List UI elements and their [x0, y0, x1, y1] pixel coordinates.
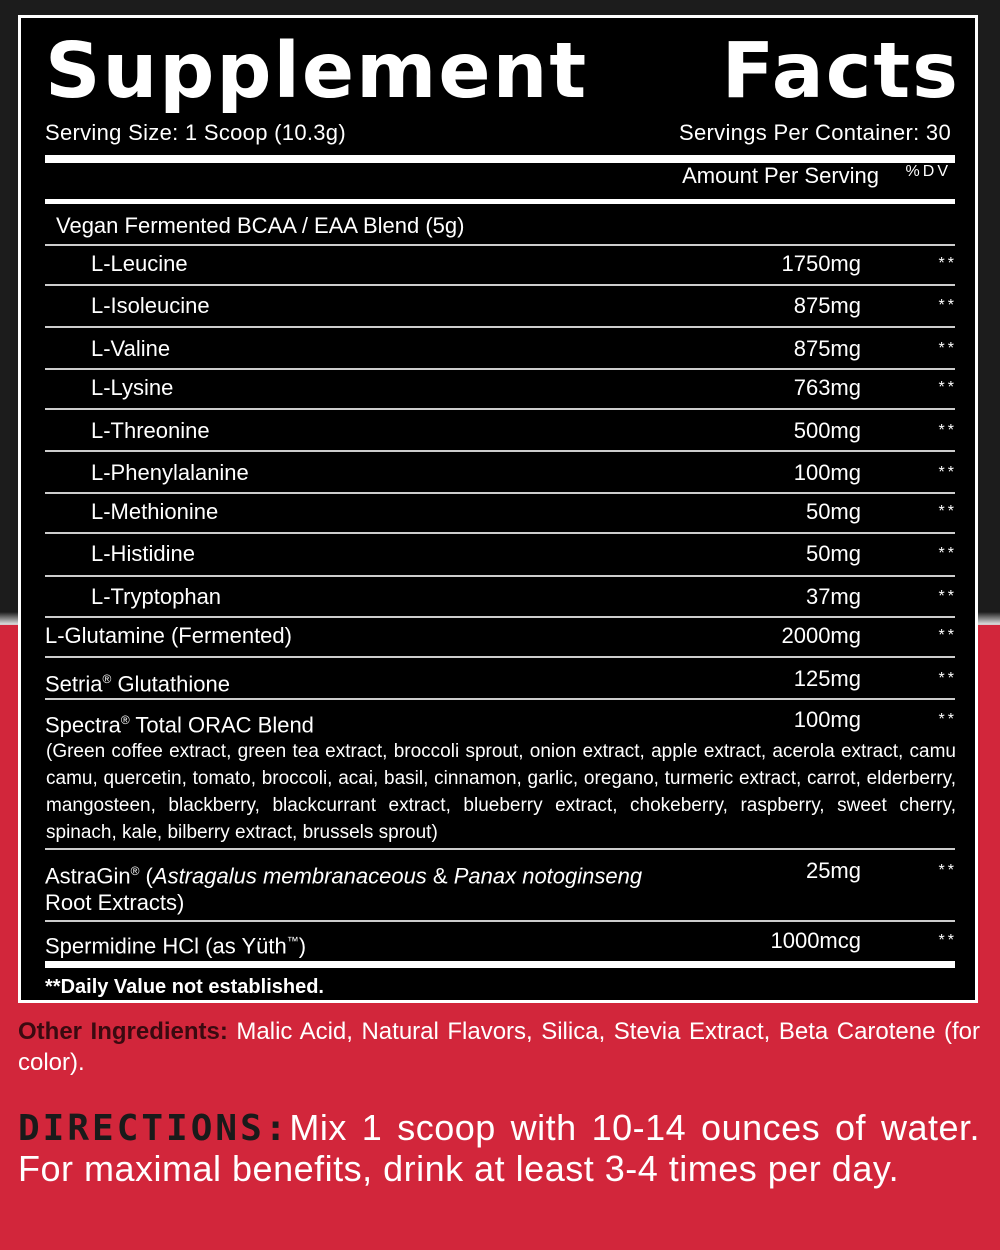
ingredient-name-line2: Root Extracts) [45, 890, 185, 915]
ingredient-dv: ** [938, 932, 957, 949]
ingredient-amount: 763mg [793, 375, 861, 400]
ingredient-dv: ** [938, 297, 957, 314]
row-divider [45, 848, 955, 850]
directions-text: Mix 1 scoop with 10-14 ounces of water. For maximal benefits, drink at least 3-4 times per day. [18, 1107, 980, 1189]
row-divider [45, 284, 955, 286]
thick-divider [45, 155, 955, 163]
ingredient-amount: 25mg [805, 858, 861, 883]
ingredient-name: L-Isoleucine [91, 293, 210, 318]
ingredient-amount: 1750mg [781, 251, 861, 276]
orac-blend-description: (Green coffee extract, green tea extract, broccoli sprout, onion extract, apple extract, acerola extract, camu camu, quercetin, tomato, broccoli, acai, basil, cinnamon, garlic, oregano, turmeric extract, carrot, elderberry, mangosteen, blackberry, blackcurrant extract, blueberry extract, chokeberry, raspberry, sweet cherry, spinach, kale, bilberry extract, brussels sprout) [46, 741, 956, 843]
ingredient-dv: ** [938, 464, 957, 481]
ingredient-name: L-Leucine [91, 251, 188, 276]
ingredient-dv: ** [938, 545, 957, 562]
ingredient-amount: 50mg [805, 541, 861, 566]
row-divider [45, 368, 955, 370]
ingredient-dv: ** [938, 340, 957, 357]
other-ingredients-label: Other Ingredients: [18, 1018, 228, 1045]
other-ingredients [18, 1016, 980, 1078]
ingredient-amount: 100mg [793, 707, 861, 732]
ingredient-name: L-Methionine [91, 499, 219, 524]
thick-divider-bottom [45, 961, 955, 968]
ingredient-amount: 500mg [793, 418, 861, 443]
ingredient-name: L-Phenylalanine [91, 460, 249, 485]
ingredient-dv: ** [938, 862, 957, 879]
supplement-facts-panel [18, 15, 978, 1003]
servings-per-container: Servings Per Container: 30 [679, 120, 951, 145]
ingredient-name: AstraGin® (Astragalus membranaceous & Panax notoginseng [45, 863, 643, 889]
ingredient-name: Spectra® Total ORAC Blend [45, 712, 314, 738]
ingredient-amount: 1000mcg [770, 928, 861, 953]
row-divider [45, 532, 955, 534]
header-divider [45, 199, 955, 204]
row-divider [45, 450, 955, 452]
dv-header: %DV [905, 163, 951, 180]
ingredient-dv: ** [938, 627, 957, 644]
daily-value-footnote: **Daily Value not established. [45, 976, 324, 998]
ingredient-name: L-Glutamine (Fermented) [45, 623, 292, 648]
panel-title: Supplement Facts [45, 27, 960, 116]
ingredient-amount: 50mg [805, 499, 861, 524]
ingredient-name: L-Lysine [91, 375, 174, 400]
ingredient-dv: ** [938, 422, 957, 439]
serving-size: Serving Size: 1 Scoop (10.3g) [45, 120, 346, 145]
ingredient-name: L-Tryptophan [91, 584, 222, 609]
ingredient-name: L-Threonine [91, 418, 210, 443]
ingredient-amount: 125mg [793, 666, 861, 691]
row-divider [45, 920, 955, 922]
row-divider [45, 408, 955, 410]
row-divider [45, 575, 955, 577]
ingredient-dv: ** [938, 255, 957, 272]
ingredient-dv: ** [938, 670, 957, 687]
ingredient-dv: ** [938, 711, 957, 728]
ingredient-amount: 2000mg [781, 623, 861, 648]
directions [18, 1108, 980, 1189]
row-divider [45, 616, 955, 618]
other-ingredients-text: Malic Acid, Natural Flavors, Silica, Stevia Extract, Beta Carotene (for color). [18, 1018, 980, 1076]
row-divider [45, 244, 955, 246]
row-divider [45, 698, 955, 700]
ingredient-amount: 875mg [793, 293, 861, 318]
row-divider [45, 656, 955, 658]
ingredient-name: Spermidine HCl (as Yüth™) [45, 933, 307, 959]
ingredient-amount: 875mg [793, 336, 861, 361]
ingredient-amount: 37mg [805, 584, 861, 609]
amount-per-serving-header: Amount Per Serving [682, 163, 879, 188]
ingredient-dv: ** [938, 503, 957, 520]
row-divider [45, 492, 955, 494]
ingredient-name: L-Histidine [91, 541, 195, 566]
ingredient-dv: ** [938, 588, 957, 605]
ingredient-amount: 100mg [793, 460, 861, 485]
ingredient-name: L-Valine [91, 336, 171, 361]
directions-label: DIRECTIONS: [18, 1108, 290, 1149]
ingredient-name: Setria® Glutathione [45, 671, 230, 697]
ingredient-dv: ** [938, 379, 957, 396]
blend-name: Vegan Fermented BCAA / EAA Blend (5g) [56, 213, 465, 238]
row-divider [45, 326, 955, 328]
